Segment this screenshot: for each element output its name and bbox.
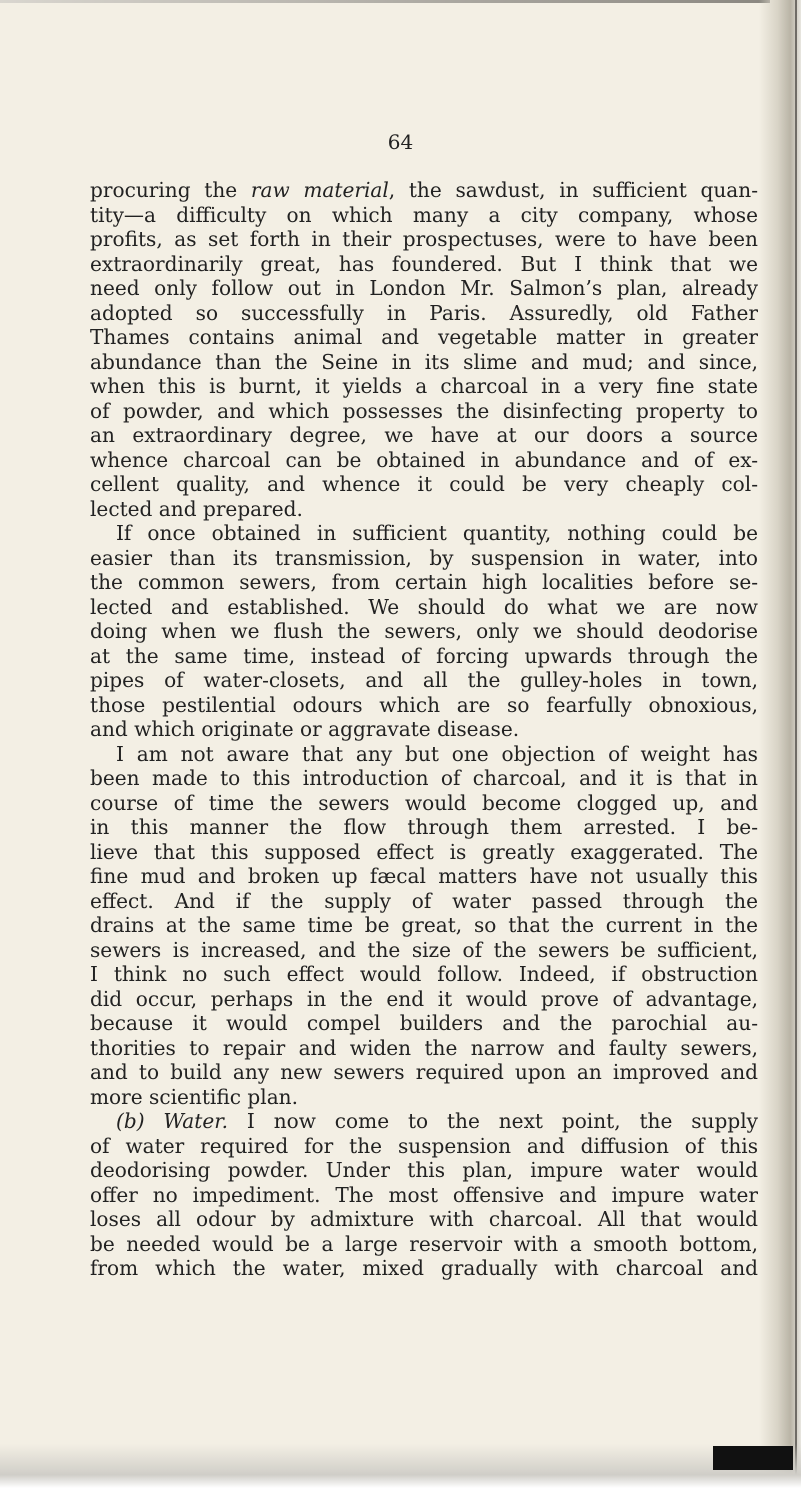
italic-run: (b) Water. — [116, 1109, 229, 1133]
text-line — [90, 1109, 758, 1134]
scan-artifact-block — [713, 1446, 793, 1470]
text-run: , the sawdust, in sufficient quan- — [388, 178, 758, 202]
text-run: doing when we flush the sewers, only we should deodorise — [90, 619, 758, 643]
text-run: those pestilential odours which are so fearfully obnoxious, — [90, 692, 758, 717]
text-line — [90, 913, 758, 938]
text-run: fine mud and broken up fæcal matters have not usually this — [90, 864, 758, 888]
text-run: offer no impediment. The most offensive and impure water — [90, 1182, 758, 1207]
text-run: easier than its transmission, by suspension in water, into — [90, 545, 758, 570]
text-line — [90, 521, 758, 546]
text-line — [90, 570, 758, 595]
text-run: cellent quality, and whence it could be very cheaply col- — [90, 472, 758, 496]
text-line — [90, 1183, 758, 1208]
text-line — [90, 644, 758, 669]
text-line — [90, 668, 758, 693]
text-run: drains at the same time be great, so that the current in the — [90, 913, 758, 937]
text-line — [90, 1011, 758, 1036]
text-run: loses all odour by admixture with charcoal. All that would — [90, 1207, 758, 1231]
text-line — [90, 742, 758, 767]
text-line — [90, 938, 758, 963]
text-line — [90, 448, 758, 473]
text-run: procuring the — [90, 178, 251, 202]
text-run: of water required for the suspension and diffusion of this — [90, 1133, 758, 1158]
text-line — [90, 962, 758, 987]
text-line — [90, 987, 758, 1012]
text-line — [90, 717, 758, 742]
text-run: and to build any new sewers required upon an improved and — [90, 1060, 758, 1084]
text-run: deodorising powder. Under this plan, impure water would — [90, 1158, 758, 1182]
text-run: from which the water, mixed gradually with charcoal and — [90, 1256, 758, 1280]
text-line — [90, 497, 758, 522]
text-line — [90, 791, 758, 816]
text-line — [90, 178, 758, 203]
text-line — [90, 399, 758, 424]
text-line — [90, 423, 758, 448]
text-run: effect. And if the supply of water passed through the — [90, 888, 758, 913]
text-line — [90, 301, 758, 326]
text-line — [90, 766, 758, 791]
text-run: did occur, perhaps in the end it would prove of advantage, — [90, 986, 758, 1011]
text-run: I now come to the next point, the supply — [228, 1109, 758, 1133]
text-run: because it would compel builders and the parochial au- — [90, 1011, 758, 1035]
text-line — [90, 1036, 758, 1061]
text-line — [90, 227, 758, 252]
text-line — [90, 595, 758, 620]
text-run: sewers is increased, and the size of the sewers be sufficient, — [90, 937, 758, 962]
text-run: of powder, and which possesses the disinfecting property to — [90, 398, 758, 423]
text-line — [90, 276, 758, 301]
text-run: profits, as set forth in their prospectuses, were to have been — [90, 227, 758, 251]
text-line — [90, 864, 758, 889]
text-line — [90, 350, 758, 375]
text-line — [90, 1256, 758, 1281]
text-run: If once obtained in sufficient quantity, nothing could be — [116, 521, 758, 545]
text-run: been made to this introduction of charcoal, and it is that in — [90, 766, 758, 790]
page-number: 64 — [387, 130, 414, 154]
text-run: course of time the sewers would become clogged up, and — [90, 790, 758, 815]
text-run: I think no such effect would follow. Indeed, if obstruction — [90, 962, 758, 986]
text-run: Thames contains animal and vegetable matter in greater — [90, 325, 758, 349]
text-line — [90, 1060, 758, 1085]
top-edge-shadow — [0, 0, 770, 3]
text-line — [90, 889, 758, 914]
text-run: and which originate or aggravate disease. — [90, 717, 520, 741]
text-run: tity—a difficulty on which many a city company, whose — [90, 202, 758, 227]
text-run: adopted so successfully in Paris. Assuredly, old Father — [90, 300, 758, 325]
text-run: an extraordinary degree, we have at our doors a source — [90, 423, 758, 447]
text-run: when this is burnt, it yields a charcoal in a very fine state — [90, 374, 758, 398]
text-run: thorities to repair and widen the narrow and faulty sewers, — [90, 1035, 758, 1060]
text-run: need only follow out in London Mr. Salmon’s plan, already — [90, 276, 758, 300]
text-line — [90, 619, 758, 644]
text-run: be needed would be a large reservoir with a smooth bottom, — [90, 1231, 758, 1256]
text-line — [90, 815, 758, 840]
bottom-edge-shadow — [0, 1444, 801, 1488]
text-run: pipes of water-closets, and all the gulley-holes in town, — [90, 668, 758, 692]
text-run: whence charcoal can be obtained in abundance and of ex- — [90, 447, 758, 472]
text-line — [90, 325, 758, 350]
text-line — [90, 693, 758, 718]
text-line — [90, 203, 758, 228]
text-run: abundance than the Seine in its slime and mud; and since, — [90, 349, 758, 374]
text-run: the common sewers, from certain high localities before se- — [90, 570, 758, 594]
text-run: lieve that this supposed effect is greatly exaggerated. The — [90, 839, 758, 864]
text-line — [90, 1085, 758, 1110]
text-line — [90, 1134, 758, 1159]
text-run: extraordinarily great, has foundered. But I think that we — [90, 251, 758, 276]
text-run: lected and prepared. — [90, 496, 303, 521]
text-line — [90, 840, 758, 865]
text-run: I am not aware that any but one objection of weight has — [116, 741, 758, 766]
page-edge-line — [795, 0, 797, 1488]
text-line — [90, 472, 758, 497]
italic-run: raw material — [250, 178, 389, 202]
text-line — [90, 252, 758, 277]
text-line — [90, 1158, 758, 1183]
text-line — [90, 546, 758, 571]
text-line — [90, 374, 758, 399]
text-run: at the same time, instead of forcing upwards through the — [90, 643, 758, 668]
text-run: in this manner the flow through them arrested. I be- — [90, 815, 758, 839]
text-line — [90, 1232, 758, 1257]
text-line — [90, 1207, 758, 1232]
text-run: lected and established. We should do what we are now — [90, 594, 758, 619]
text-run: more scientific plan. — [90, 1084, 299, 1109]
body-text — [90, 178, 758, 1281]
